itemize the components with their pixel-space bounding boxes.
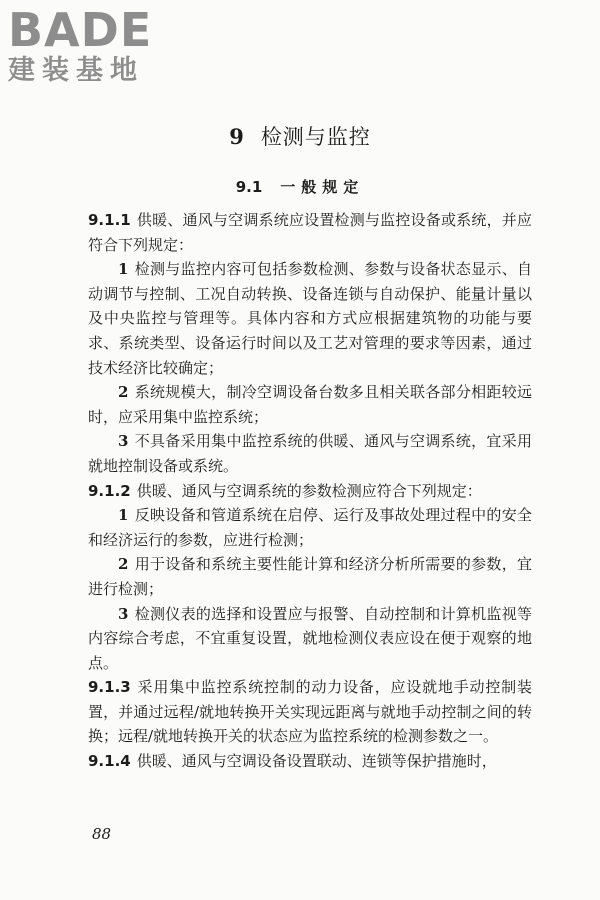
body-text [88, 208, 532, 774]
chapter-number: 9 [229, 124, 245, 149]
item-text: 检测与监控内容可包括参数检测、参数与设备状态显示、自动调节与控制、工况自动转换、设备连锁与自动保护、能量计量以及中央监控与管理等。具体内容和方式应根据建筑物的功能与要求、系统类型、设备运行时间以及工艺对管理的要求等因素，通过技术经济比较确定； [88, 260, 532, 377]
clause-9-1-2 [88, 479, 532, 504]
clause-number: 9.1.2 [88, 481, 131, 500]
clause-9-1-1 [88, 208, 532, 257]
logo-subtitle: 建装基地 [8, 55, 144, 86]
clause-text: 供暖、通风与空调设备设置联动、连锁等保护措施时， [136, 752, 497, 771]
section-number: 9.1 [235, 178, 263, 196]
clause-number: 9.1.4 [88, 752, 131, 771]
item-number: 3 [118, 432, 129, 451]
section-heading [0, 176, 600, 197]
item-text: 反映设备和管道系统在启停、运行及事故处理过程中的安全和经济运行的参数，应进行检测； [88, 506, 532, 549]
clause-9-1-1-item-1 [88, 257, 532, 380]
logo-wordmark: BADE [8, 3, 153, 57]
chapter-title: 检测与监控 [260, 125, 371, 149]
item-text: 不具备采用集中监控系统的供暖、通风与空调系统，宜采用就地控制设备或系统。 [88, 432, 532, 475]
clause-9-1-1-item-2 [88, 380, 532, 429]
clause-9-1-4 [88, 749, 532, 774]
section-title: 一般规定 [280, 178, 365, 196]
item-text: 系统规模大，制冷空调设备台数多且相关联各部分相距较远时，应采用集中监控系统； [88, 383, 532, 426]
chapter-heading [0, 121, 600, 151]
item-number: 2 [118, 555, 129, 574]
clause-9-1-2-item-2 [88, 552, 532, 601]
item-number: 1 [118, 506, 129, 525]
clause-9-1-3 [88, 675, 532, 749]
clause-text: 供暖、通风与空调系统的参数检测应符合下列规定： [136, 481, 482, 500]
item-number: 2 [118, 383, 129, 402]
clause-number: 9.1.3 [88, 678, 131, 697]
item-number: 3 [118, 604, 129, 623]
item-text: 用于设备和系统主要性能计算和经济分析所需要的参数，宜进行检测； [88, 555, 532, 598]
clause-text: 采用集中监控系统控制的动力设备，应设就地手动控制装置，并通过远程/就地转换开关实现远距离与就地手动控制之间的转换；远程/就地转换开关的状态应为监控系统的检测参数之一。 [88, 678, 532, 746]
clause-text: 供暖、通风与空调系统应设置检测与监控设备或系统，并应符合下列规定： [88, 211, 532, 254]
logo [8, 3, 178, 88]
clause-9-1-2-item-1 [88, 503, 532, 552]
clause-9-1-2-item-3 [88, 602, 532, 676]
item-text: 检测仪表的选择和设置应与报警、自动控制和计算机监视等内容综合考虑，不宜重复设置，就地检测仪表应设在便于观察的地点。 [88, 604, 532, 672]
clause-9-1-1-item-3 [88, 429, 532, 478]
clause-number: 9.1.1 [88, 211, 131, 229]
item-number: 1 [118, 260, 129, 279]
page-number: 88 [92, 825, 112, 843]
